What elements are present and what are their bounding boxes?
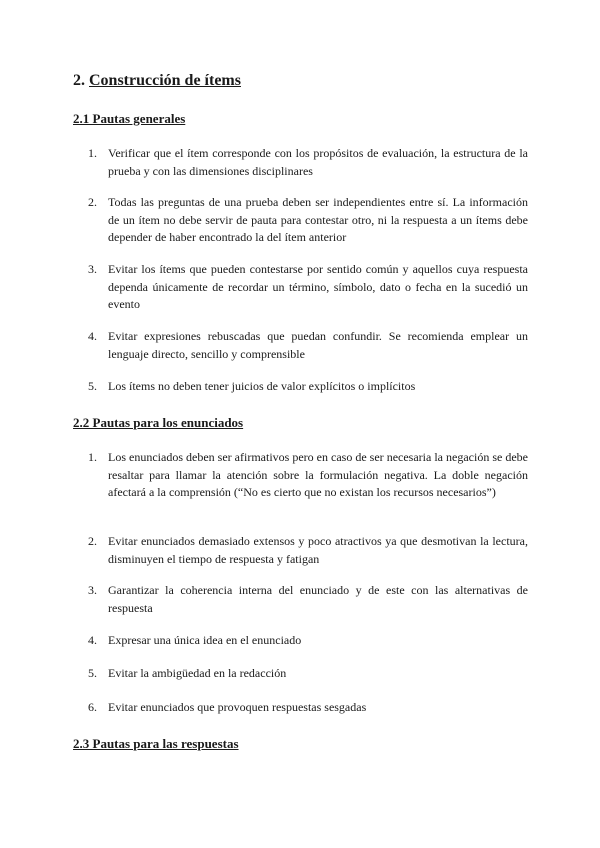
section-title: Construcción de ítems [89, 72, 241, 89]
list-item-number: 5. [88, 666, 97, 680]
list-item-text: Todas las preguntas de una prueba deben ser independientes entre sí. La información de un ítem no debe servir de pauta para contestar otro, ni la respuesta a un ítems debe depender de haber encontrado la del ítem anterior [108, 195, 528, 244]
list-item-number: 1. [88, 450, 97, 464]
list-item-text: Evitar los ítems que pueden contestarse por sentido común y aquellos cuya respuesta dependa únicamente de recordar un término, símbolo, dato o fecha en la sucedió un evento [108, 262, 528, 311]
list-item-number: 2. [88, 534, 97, 548]
list-item-text: Evitar la ambigüedad en la redacción [108, 666, 287, 680]
section-heading [73, 71, 241, 91]
subsection-heading: 2.2 Pautas para los enunciados [73, 415, 244, 430]
list-item-number: 5. [88, 379, 97, 393]
section-number: 2. [73, 72, 85, 89]
list-item-number: 4. [88, 329, 97, 343]
list-item-text: Garantizar la coherencia interna del enunciado y de este con las alternativas de respuesta [108, 583, 528, 615]
list-item [88, 699, 528, 717]
list-item [88, 582, 528, 617]
list-item-text: Los ítems no deben tener juicios de valor explícitos o implícitos [108, 379, 416, 393]
list-item-text: Expresar una única idea en el enunciado [108, 633, 302, 647]
list-item [88, 145, 528, 180]
list-item-number: 3. [88, 262, 97, 276]
list-item [88, 449, 528, 502]
list-item [88, 632, 528, 650]
list-item [88, 533, 528, 568]
list-item-text: Evitar expresiones rebuscadas que puedan confundir. Se recomienda emplear un lenguaje directo, sencillo y comprensible [108, 329, 528, 361]
list-item-number: 4. [88, 633, 97, 647]
list-item [88, 378, 528, 396]
list-item [88, 665, 528, 683]
list-item-text: Verificar que el ítem corresponde con los propósitos de evaluación, la estructura de la prueba y con las dimensiones disciplinares [108, 146, 528, 178]
subsection-heading: 2.3 Pautas para las respuestas [73, 736, 239, 751]
list-item-number: 2. [88, 195, 97, 209]
list-item [88, 328, 528, 363]
list-item-text: Evitar enunciados que provoquen respuestas sesgadas [108, 700, 367, 714]
subsection-heading: 2.1 Pautas generales [73, 111, 186, 126]
list-item-text: Evitar enunciados demasiado extensos y poco atractivos ya que desmotivan la lectura, disminuyen el tiempo de respuesta y fatigan [108, 534, 528, 566]
list-item-number: 1. [88, 146, 97, 160]
list-item-number: 3. [88, 583, 97, 597]
list-item-number: 6. [88, 700, 97, 714]
list-item-text: Los enunciados deben ser afirmativos pero en caso de ser necesaria la negación se debe resaltar para llamar la atención sobre la formulación negativa. La doble negación afectará a la comprensión (“No es cierto que no existan los recursos necesarios”) [108, 450, 528, 499]
list-item [88, 261, 528, 314]
list-item [88, 194, 528, 247]
